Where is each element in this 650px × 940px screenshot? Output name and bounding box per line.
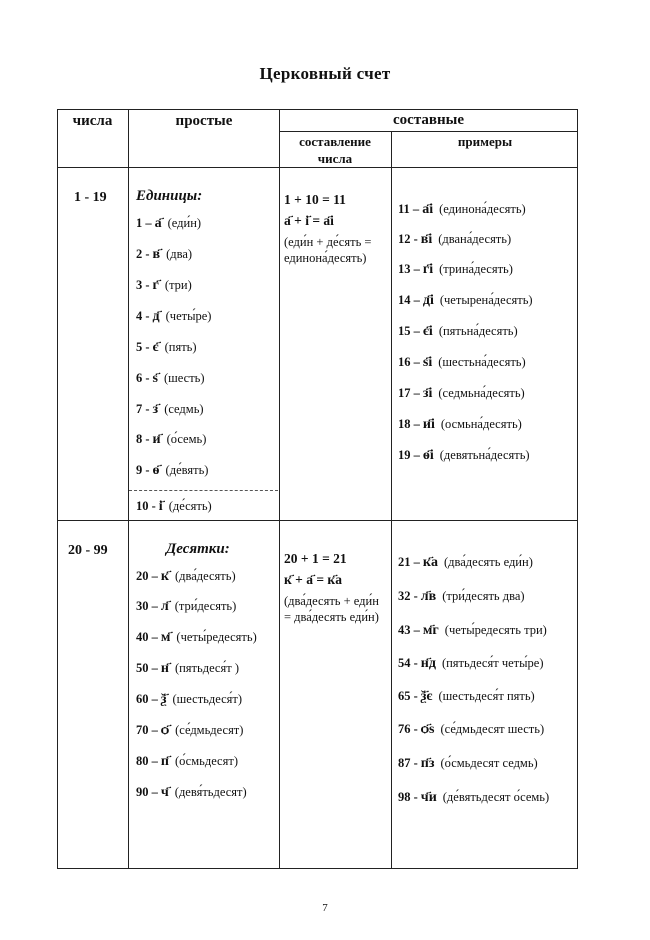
- list-item: 20 – к҃ (два́десять): [136, 569, 236, 584]
- example-item: 19 – ѳ҃і (девятьна́десять): [398, 448, 530, 463]
- col-divider-2: [279, 109, 280, 869]
- composition-block: [284, 192, 388, 266]
- header-bottom-line: [57, 167, 578, 168]
- col-divider-1: [128, 109, 129, 869]
- example-item: 98 - ч҃и (де́вятьдесят о́семь): [398, 790, 550, 805]
- composition-text: (два́десять + еди́н = два́десять еди́н): [284, 594, 379, 624]
- example-item: 32 - л҃в (три́десять два): [398, 589, 525, 604]
- example-item: 87 - п҃з (о́смьдесят седмь): [398, 756, 538, 771]
- header-subline: [279, 131, 578, 132]
- example-item: 11 – а҃і (единона́десять): [398, 202, 526, 217]
- range-label: 20 - 99: [68, 543, 108, 558]
- header-examples: примеры: [457, 134, 513, 149]
- example-item: 76 - ѻ҃ѕ (се́дмьдесят шесть): [398, 722, 545, 737]
- example-item: 14 – д҃і (четырена́десять): [398, 293, 533, 308]
- composition-equation: 1 + 10 = 11: [284, 192, 346, 207]
- example-item: 54 - н҃д (пятьдеся́т четы́ре): [398, 656, 544, 671]
- composition-equation: 20 + 1 = 21: [284, 551, 347, 566]
- section-label: Десятки:: [166, 541, 230, 557]
- example-item: 16 – ѕ҃і (шестьна́десять): [398, 355, 526, 370]
- list-item: 9 - ѳ҃ (де́вять): [136, 463, 209, 478]
- list-item: 40 – м҃ (четы́редесять): [136, 630, 257, 645]
- example-item: 43 – м҃г (четы́редесять три): [398, 623, 547, 638]
- list-item: 2 - в҃ (два): [136, 247, 193, 262]
- list-item: 30 – л҃ (три́десять): [136, 599, 237, 614]
- list-item: 3 - г҃ (три): [136, 278, 192, 293]
- composition-block: [284, 551, 388, 625]
- composition-text: (еди́н + де́сять = единона́десять): [284, 235, 372, 265]
- list-item: 7 - з҃ (седмь): [136, 402, 204, 417]
- list-item: 5 - є҃ (пять): [136, 340, 197, 355]
- list-item: 6 - ѕ҃ (шесть): [136, 371, 205, 386]
- example-item: 12 - в҃і (двана́десять): [398, 232, 512, 247]
- header-numbers: числа: [72, 113, 113, 129]
- list-item-ten: 10 - і҃ (де́сять): [136, 499, 212, 514]
- composition-glyph-equation: а҃ + і҃ = а҃і: [284, 213, 334, 228]
- example-item: 15 – є҃і (пятьна́десять): [398, 324, 518, 339]
- example-item: 18 – и҃і (осмьна́десять): [398, 417, 522, 432]
- page-title: Церковный счет: [259, 64, 391, 83]
- dotted-divider: [129, 490, 278, 491]
- range-label: 1 - 19: [74, 190, 107, 205]
- list-item: 60 – ѯ҃ (шестьдеся́т): [136, 692, 243, 707]
- section-divider: [57, 520, 578, 521]
- example-item: 21 – к҃а (два́десять еди́н): [398, 555, 533, 570]
- list-item: 8 - и҃ (о́семь): [136, 432, 207, 447]
- example-item: 17 – з҃і (седмьна́десять): [398, 386, 525, 401]
- section-label: Единицы:: [136, 188, 203, 204]
- list-item: 1 – а҃ (еди́н): [136, 216, 202, 231]
- header-composition: составление числа: [299, 134, 371, 166]
- example-item: 13 – г҃і (трина́десять): [398, 262, 513, 277]
- col-divider-3: [391, 131, 392, 869]
- list-item: 4 - д҃ (четы́ре): [136, 309, 212, 324]
- list-item: 90 – ч҃ (девя́тьдесят): [136, 785, 247, 800]
- page-number: 7: [322, 902, 328, 914]
- list-item: 50 – н҃ (пятьдеся́т ): [136, 661, 239, 676]
- composition-glyph-equation: к҃ + а҃ = к҃а: [284, 572, 342, 587]
- list-item: 70 – ѻ҃ (се́дмьдесят): [136, 723, 244, 738]
- list-item: 80 – п҃ (о́смьдесят): [136, 754, 238, 769]
- example-item: 65 - ѯ҃є (шестьдеся́т пять): [398, 689, 535, 704]
- header-simple: простые: [175, 113, 233, 129]
- header-compound: составные: [393, 112, 464, 128]
